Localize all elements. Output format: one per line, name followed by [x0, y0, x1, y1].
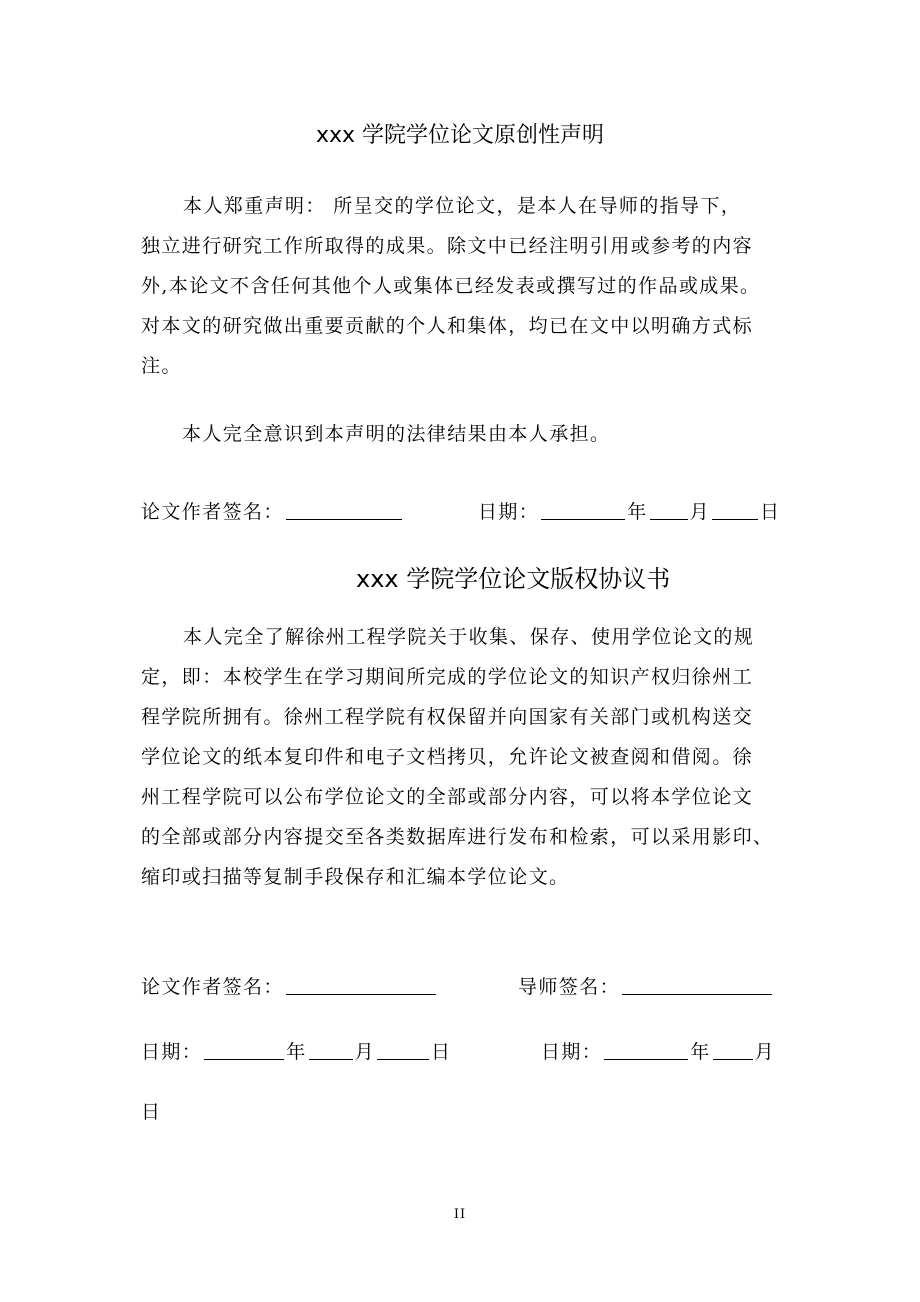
advisor-sign-label: 导师签名： — [518, 976, 621, 998]
declaration-title: xxx 学院学位论文原创性声明 — [315, 123, 605, 148]
date-label: 日期： — [478, 501, 540, 523]
author-sign-label: 论文作者签名： — [141, 976, 284, 998]
declaration-signature-row — [141, 496, 404, 528]
month-label: 月 — [354, 1041, 376, 1063]
day-label: 日 — [141, 1101, 162, 1123]
advisor-date-day-row — [141, 1096, 161, 1128]
declaration-line: 本人郑重声明： 所呈交的学位论文，是本人在导师的指导下， — [183, 195, 742, 217]
declaration-body — [141, 186, 791, 386]
advisor-signature-row — [518, 971, 774, 1003]
month-blank[interactable] — [309, 1037, 353, 1060]
day-label: 日 — [431, 1041, 452, 1063]
author-date-row — [141, 1036, 451, 1068]
declaration-line: 外,本论文不含任何其他个人或集体已经发表或撰写过的作品或成果。 — [141, 275, 761, 297]
advisor-date-row — [541, 1036, 775, 1068]
year-blank[interactable] — [541, 497, 625, 520]
day-blank[interactable] — [712, 497, 758, 520]
agreement-title: xxx 学院学位论文版权协议书 — [356, 565, 671, 593]
agreement-line: 的全部或部分内容提交至各类数据库进行发布和检索，可以采用影印、 — [141, 826, 774, 848]
year-blank[interactable] — [204, 1037, 284, 1060]
year-label: 年 — [627, 501, 648, 523]
month-label: 月 — [754, 1041, 776, 1063]
agreement-line: 学位论文的纸本复印件和电子文档拷贝，允许论文被查阅和借阅。徐 — [141, 746, 754, 768]
agreement-line: 定，即：本校学生在学习期间所完成的学位论文的知识产权归徐州工 — [141, 666, 754, 688]
day-label: 日 — [760, 501, 781, 523]
author-sign-blank[interactable] — [286, 497, 402, 520]
declaration-line: 注。 — [141, 355, 182, 377]
declaration-date-row — [478, 496, 780, 528]
author-sign-label: 论文作者签名： — [141, 501, 284, 523]
month-blank[interactable] — [650, 497, 688, 520]
agreement-line: 州工程学院可以公布学位论文的全部或部分内容，可以将本学位论文 — [141, 786, 754, 808]
declaration-statement: 本人完全意识到本声明的法律结果由本人承担。 — [182, 423, 611, 445]
year-blank[interactable] — [604, 1037, 688, 1060]
declaration-line: 独立进行研究工作所取得的成果。除文中已经注明引用或参考的内容 — [141, 235, 754, 257]
agreement-line: 程学院所拥有。徐州工程学院有权保留并向国家有关部门或机构送交 — [141, 706, 754, 728]
author-sign-blank[interactable] — [286, 972, 436, 995]
year-label: 年 — [286, 1041, 307, 1063]
agreement-line: 本人完全了解徐州工程学院关于收集、保存、使用学位论文的规 — [183, 626, 755, 648]
month-label: 月 — [689, 501, 711, 523]
agreement-line: 缩印或扫描等复制手段保存和汇编本学位论文。 — [141, 866, 570, 888]
declaration-line: 对本文的研究做出重要贡献的个人和集体，均已在文中以明确方式标 — [141, 315, 754, 337]
agreement-body — [141, 617, 791, 897]
advisor-sign-blank[interactable] — [622, 972, 772, 995]
year-label: 年 — [690, 1041, 711, 1063]
agreement-author-signature-row — [141, 971, 438, 1003]
month-blank[interactable] — [713, 1037, 753, 1060]
page-number: II — [453, 1207, 467, 1222]
date-label: 日期： — [141, 1041, 203, 1063]
date-label: 日期： — [541, 1041, 603, 1063]
day-blank[interactable] — [377, 1037, 429, 1060]
